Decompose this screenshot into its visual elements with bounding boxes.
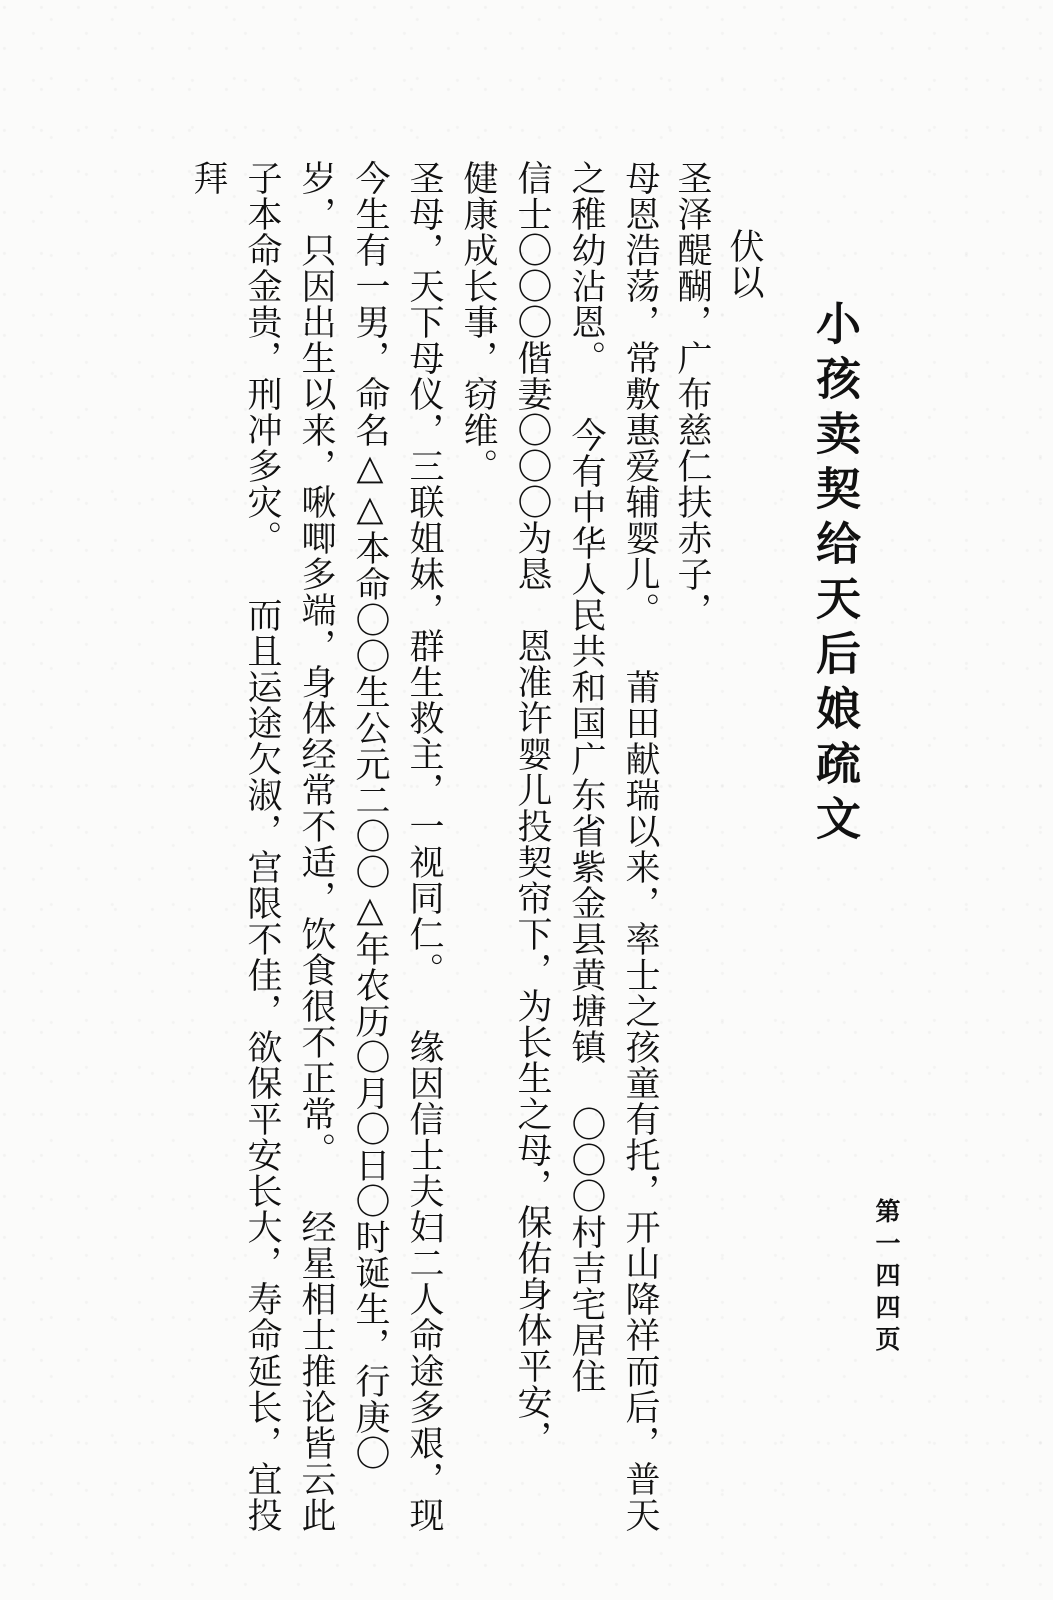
text-column: 圣母，天下母仪，三联姐妹，群生救主，一视同仁。 缘因信士夫妇二人命途多艰，现 bbox=[404, 160, 444, 1533]
text-column: 之稚幼沾恩。 今有中华人民共和国广东省紫金县黄塘镇 〇〇〇村吉宅居住 bbox=[566, 160, 606, 1394]
text-column: 伏以 bbox=[724, 228, 764, 300]
text-column: 子本命金贵，刑冲多灾。 而且运途欠淑，宫限不佳，欲保平安长大，寿命延长，宜投 bbox=[242, 160, 282, 1533]
text-column: 拜 bbox=[188, 160, 228, 196]
text-column: 圣泽醍醐，广布慈仁扶赤子， bbox=[672, 160, 712, 628]
text-column: 母恩浩荡，常敷惠爱辅婴儿。 莆田献瑞以来，率士之孩童有托，开山降祥而后，普天 bbox=[620, 160, 660, 1533]
document-title: 小孩卖契给天后娘疏文 bbox=[808, 300, 861, 850]
text-column: 今生有一男，命名△△本命〇〇生公元二〇〇△年农历〇月〇日〇时诞生，行庚〇 bbox=[350, 160, 390, 1471]
text-column: 信士〇〇〇偕妻〇〇〇为恳 恩准许婴儿投契帘下，为长生之母，保佑身体平安， bbox=[512, 160, 552, 1456]
text-column: 健康成长事，窃维。 bbox=[458, 160, 498, 484]
text-column: 岁，只因出生以来，啾唧多端，身体经常不适，饮食很不正常。 经星相士推论皆云此 bbox=[296, 160, 336, 1533]
page-number: 第一四四页 bbox=[872, 1198, 901, 1358]
